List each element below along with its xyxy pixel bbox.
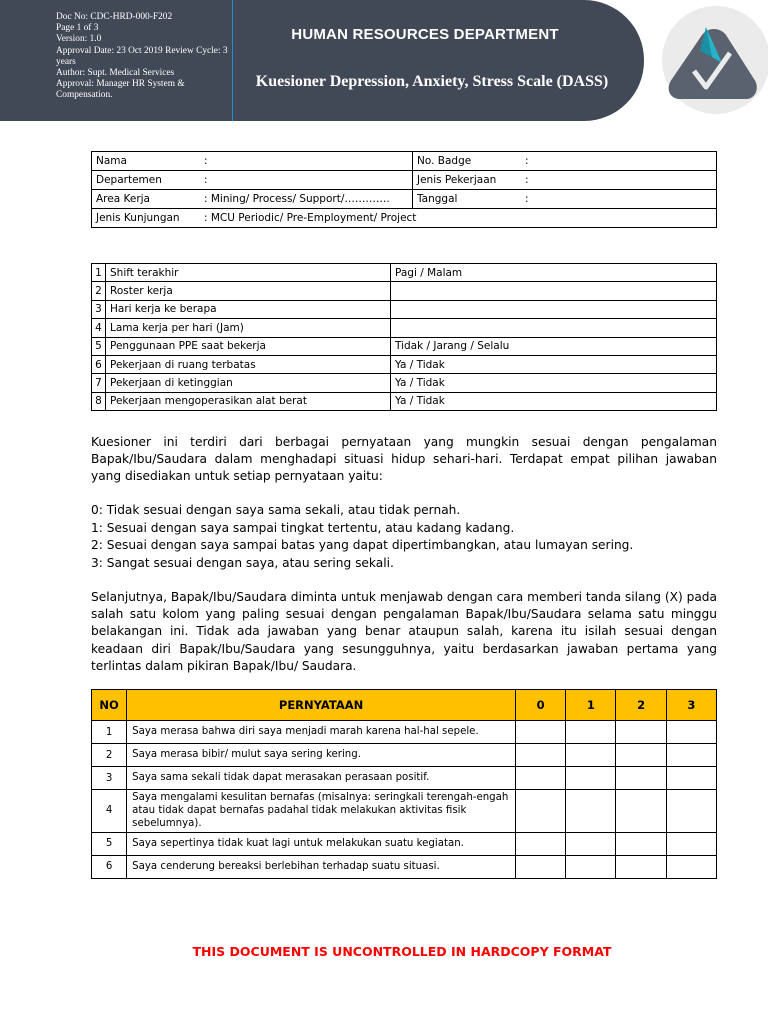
table-row [92, 355, 717, 373]
answer-cell-0[interactable] [516, 832, 566, 855]
answer-cell-0[interactable] [516, 744, 566, 767]
answer-cell[interactable]: Ya / Tidak [391, 392, 717, 410]
scale-option: 3: Sangat sesuai dengan saya, atau sering sekali. [91, 555, 394, 570]
row-number: 1 [92, 721, 127, 744]
table-row [92, 374, 717, 392]
badge-colon: : [525, 155, 529, 167]
job-type-field[interactable] [413, 171, 717, 190]
instruction-paragraph: Selanjutnya, Bapak/Ibu/Saudara diminta untuk menjawab dengan cara memberi tanda silang (X) pada salah satu kolom yang paling sesuai dengan pengalaman Bapak/Ibu/Saudara selama satu minggu belakangan ini. Tidak ada jawaban yang benar ataupun salah, karena itu isilah sesuai dengan keadaan diri Bapak/Ibu/Saudara yang sesungguhnya, yaitu berdasarkan jawaban pertama yang terlintas dalam pikiran Bapak/Ibu/ Saudara. [91, 590, 717, 673]
dass-statements-table [91, 689, 717, 879]
personal-info-table [91, 151, 717, 228]
date-label: Tanggal [417, 193, 458, 205]
doc-author: Author: Supt. Medical Services [56, 68, 175, 79]
row-number: 4 [92, 790, 127, 833]
intro-paragraph: Kuesioner ini terdiri dari berbagai pernyataan yang mungkin sesuai dengan pengalaman Bapak/Ibu/Saudara dalam menghadapi situasi hidup sehari-hari. Terdapat empat pilihan jawaban yang disediakan untuk setiap pernyataan yaitu: [91, 435, 717, 484]
answer-cell[interactable]: Ya / Tidak [391, 374, 717, 392]
work-area-options: : Mining/ Process/ Support/…………. [204, 193, 390, 205]
table-header-row [92, 690, 717, 721]
col-header-statement: PERNYATAAN [127, 690, 516, 721]
answer-cell[interactable]: Tidak / Jarang / Selalu [391, 337, 717, 355]
table-row [92, 300, 717, 318]
row-number: 6 [92, 355, 106, 373]
answer-cell[interactable] [391, 319, 717, 337]
table-row [92, 744, 717, 767]
table-row [92, 282, 717, 300]
scale-option: 1: Sesuai dengan saya sampai tingkat tertentu, atau kadang kadang. [91, 520, 515, 535]
uncontrolled-notice: THIS DOCUMENT IS UNCONTROLLED IN HARDCOPY FORMAT [192, 944, 612, 959]
visit-type-label: Jenis Kunjungan [96, 212, 180, 224]
row-number: 5 [92, 832, 127, 855]
answer-cell[interactable] [391, 282, 717, 300]
answer-cell-0[interactable] [516, 767, 566, 790]
date-colon: : [525, 193, 529, 205]
row-number: 2 [92, 282, 106, 300]
table-row [92, 790, 717, 833]
answer-cell-3[interactable] [666, 721, 716, 744]
answer-cell-0[interactable] [516, 855, 566, 878]
department-colon: : [204, 174, 208, 186]
doc-version: Version: 1.0 [56, 34, 102, 45]
work-questions-table [91, 263, 717, 411]
doc-control-info [56, 12, 228, 102]
visit-type-field[interactable] [92, 209, 717, 228]
answer-cell-3[interactable] [666, 832, 716, 855]
badge-field[interactable] [413, 152, 717, 171]
statement-text: Saya merasa bahwa diri saya menjadi marah karena hal-hal sepele. [127, 721, 516, 744]
row-number: 8 [92, 392, 106, 410]
department-field[interactable] [92, 171, 413, 190]
table-row [92, 319, 717, 337]
name-colon: : [204, 155, 208, 167]
answer-scale-list [91, 502, 717, 572]
answer-cell-1[interactable] [566, 790, 616, 833]
question-text: Penggunaan PPE saat bekerja [106, 337, 391, 355]
answer-cell[interactable]: Pagi / Malam [391, 264, 717, 282]
question-text: Pekerjaan mengoperasikan alat berat [106, 392, 391, 410]
answer-cell-3[interactable] [666, 744, 716, 767]
answer-cell-0[interactable] [516, 790, 566, 833]
table-row [92, 855, 717, 878]
row-number: 2 [92, 744, 127, 767]
department-label: Departemen [96, 174, 162, 186]
answer-cell-2[interactable] [616, 721, 666, 744]
statement-text: Saya sama sekali tidak dapat merasakan perasaan positif. [127, 767, 516, 790]
col-header-3: 3 [666, 690, 716, 721]
job-type-colon: : [525, 174, 529, 186]
row-number: 4 [92, 319, 106, 337]
row-number: 7 [92, 374, 106, 392]
name-label: Nama [96, 155, 127, 167]
approval-date: Approval Date: 23 Oct 2019 Review Cycle: 3 years [56, 45, 228, 67]
answer-cell-1[interactable] [566, 767, 616, 790]
answer-cell-2[interactable] [616, 790, 666, 833]
scale-option: 0: Tidak sesuai dengan saya sama sekali, atau tidak pernah. [91, 503, 461, 517]
answer-cell-2[interactable] [616, 744, 666, 767]
statement-text: Saya sepertinya tidak kuat lagi untuk melakukan suatu kegiatan. [127, 832, 516, 855]
statement-text: Saya cenderung bereaksi berlebihan terhadap suatu situasi. [127, 855, 516, 878]
col-header-no: NO [92, 690, 127, 721]
answer-cell-1[interactable] [566, 721, 616, 744]
statement-text: Saya mengalami kesulitan bernafas (misalnya: seringkali terengah-engah atau tidak dapat bernafas padahal tidak melakukan aktivitas fisik sebelumnya). [127, 790, 516, 833]
question-text: Hari kerja ke berapa [106, 300, 391, 318]
document-header [0, 0, 768, 121]
answer-cell-3[interactable] [666, 855, 716, 878]
question-text: Lama kerja per hari (Jam) [106, 319, 391, 337]
answer-cell-3[interactable] [666, 767, 716, 790]
table-row [92, 264, 717, 282]
page-number: Page 1 of 3 [56, 23, 99, 34]
row-number: 1 [92, 264, 106, 282]
table-row [92, 721, 717, 744]
row-number: 3 [92, 300, 106, 318]
row-number: 3 [92, 767, 127, 790]
answer-cell-2[interactable] [616, 855, 666, 878]
answer-cell-1[interactable] [566, 855, 616, 878]
answer-cell[interactable]: Ya / Tidak [391, 355, 717, 373]
answer-cell-1[interactable] [566, 832, 616, 855]
question-text: Pekerjaan di ketinggian [106, 374, 391, 392]
table-row [92, 767, 717, 790]
table-row [92, 337, 717, 355]
row-number: 5 [92, 337, 106, 355]
table-row [92, 392, 717, 410]
date-field[interactable] [413, 190, 717, 209]
col-header-1: 1 [566, 690, 616, 721]
col-header-2: 2 [616, 690, 666, 721]
question-text: Roster kerja [106, 282, 391, 300]
answer-cell-2[interactable] [616, 832, 666, 855]
answer-cell-0[interactable] [516, 721, 566, 744]
answer-cell[interactable] [391, 300, 717, 318]
answer-cell-2[interactable] [616, 767, 666, 790]
department-title: HUMAN RESOURCES DEPARTMENT [291, 26, 559, 43]
job-type-label: Jenis Pekerjaan [417, 174, 497, 186]
table-row [92, 832, 717, 855]
doc-number: Doc No: CDC-HRD-000-F202 [56, 12, 173, 22]
row-number: 6 [92, 855, 127, 878]
answer-cell-3[interactable] [666, 790, 716, 833]
question-text: Pekerjaan di ruang terbatas [106, 355, 391, 373]
work-area-label: Area Kerja [96, 193, 150, 205]
name-field[interactable] [92, 152, 413, 171]
work-area-field[interactable] [92, 190, 413, 209]
form-title: Kuesioner Depression, Anxiety, Stress Scale (DASS) [255, 73, 609, 90]
visit-type-options: : MCU Periodic/ Pre-Employment/ Project [204, 212, 417, 224]
header-divider [232, 0, 233, 121]
statement-text: Saya merasa bibir/ mulut saya sering kering. [127, 744, 516, 767]
company-logo-icon [650, 5, 768, 117]
scale-option: 2: Sesuai dengan saya sampai batas yang dapat dipertimbangkan, atau lumayan sering. [91, 538, 634, 553]
question-text: Shift terakhir [106, 264, 391, 282]
doc-approval: Approval: Manager HR System & Compensation. [56, 79, 185, 101]
col-header-0: 0 [516, 690, 566, 721]
answer-cell-1[interactable] [566, 744, 616, 767]
badge-label: No. Badge [417, 155, 472, 167]
